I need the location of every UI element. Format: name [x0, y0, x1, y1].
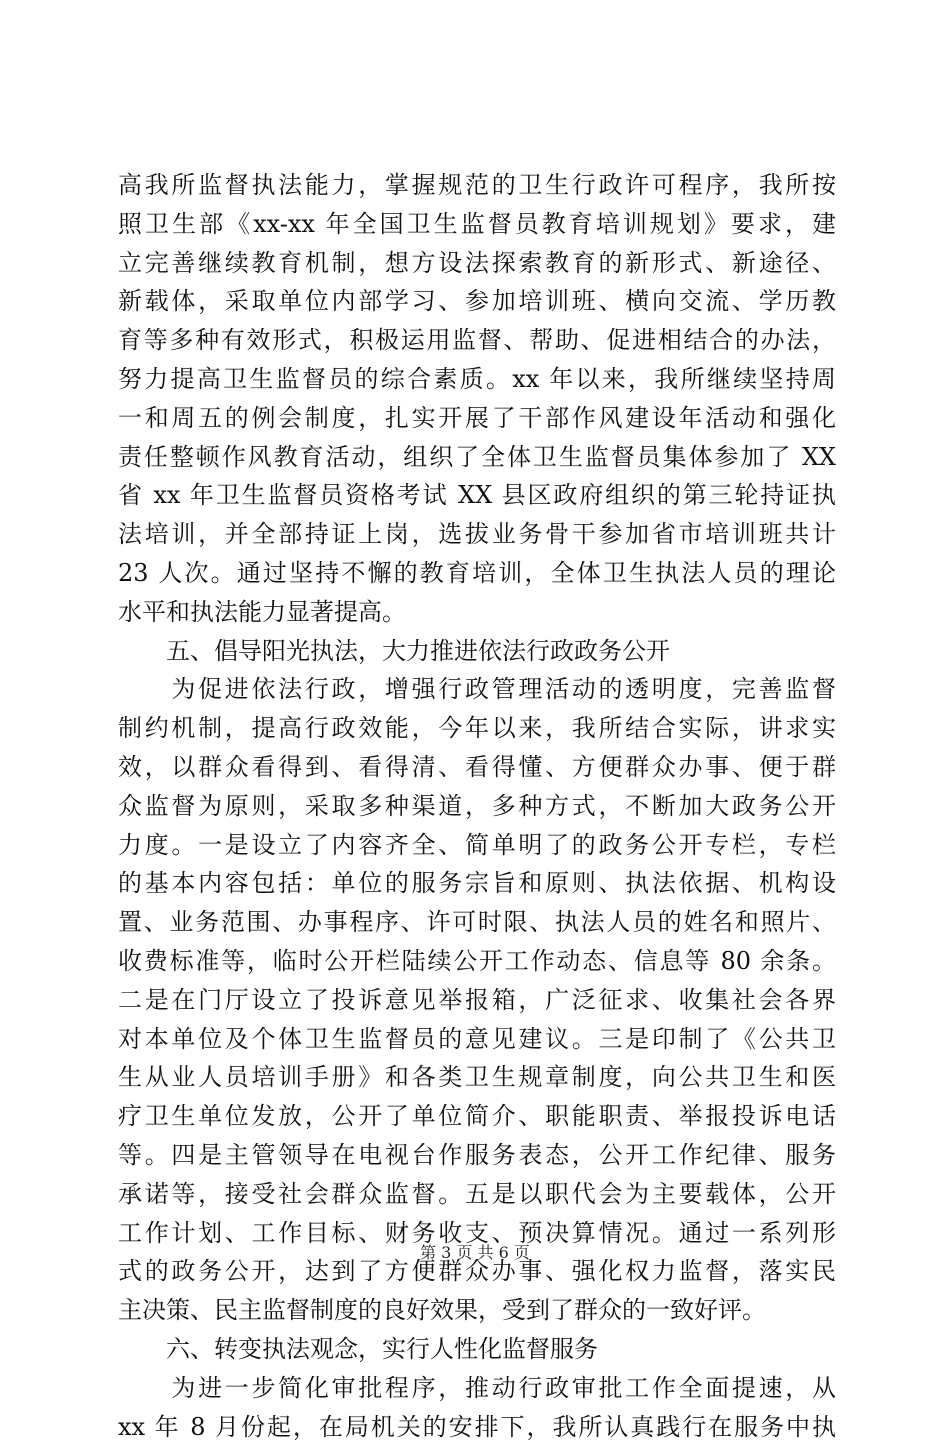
text-line: 对本单位及个体卫生监督员的意见建议。三是印制了《公共卫 [118, 1020, 836, 1059]
section-heading-5: 五、倡导阳光执法，大力推进依法行政政务公开 [118, 632, 836, 671]
text-line: 努力提高卫生监督员的综合素质。xx 年以来，我所继续坚持周 [118, 360, 836, 399]
text-line: 效，以群众看得到、看得清、看得懂、方便群众办事、便于群 [118, 748, 836, 787]
text-line: 收费标准等，临时公开栏陆续公开工作动态、信息等 80 余条。 [118, 942, 836, 981]
text-line: 23 人次。通过坚持不懈的教育培训，全体卫生执法人员的理论 [118, 554, 836, 593]
text-line: 一和周五的例会制度，扎实开展了干部作风建设年活动和强化 [118, 399, 836, 438]
text-line: 二是在门厅设立了投诉意见举报箱，广泛征求、收集社会各界 [118, 981, 836, 1020]
text-line: 疗卫生单位发放，公开了单位简介、职能职责、举报投诉电话 [118, 1097, 836, 1136]
text-line: 水平和执法能力显著提高。 [118, 593, 836, 632]
text-line: 工作计划、工作目标、财务收支、预决算情况。通过一系列形 [118, 1214, 836, 1253]
text-line: 高我所监督执法能力，掌握规范的卫生行政许可程序，我所按 [118, 166, 836, 205]
text-line: xx 年 8 月份起，在局机关的安排下，我所认真践行在服务中执 [118, 1408, 836, 1446]
text-line: 立完善继续教育机制，想方设法探索教育的新形式、新途径、 [118, 244, 836, 283]
text-line: 置、业务范围、办事程序、许可时限、执法人员的姓名和照片、 [118, 903, 836, 942]
text-line: 省 xx 年卫生监督员资格考试 XX 县区政府组织的第三轮持证执 [118, 476, 836, 515]
text-line: 生从业人员培训手册》和各类卫生规章制度，向公共卫生和医 [118, 1058, 836, 1097]
text-line: 育等多种有效形式，积极运用监督、帮助、促进相结合的办法， [118, 321, 836, 360]
text-line: 式的政务公开，达到了方便群众办事、强化权力监督，落实民 [118, 1252, 836, 1291]
text-line: 主决策、民主监督制度的良好效果，受到了群众的一致好评。 [118, 1291, 836, 1330]
text-line: 承诺等，接受社会群众监督。五是以职代会为主要载体，公开 [118, 1175, 836, 1214]
section-heading-6: 六、转变执法观念，实行人性化监督服务 [118, 1330, 836, 1369]
text-line: 等。四是主管领导在电视台作服务表态，公开工作纪律、服务 [118, 1136, 836, 1175]
text-line: 为促进依法行政，增强行政管理活动的透明度，完善监督 [118, 670, 836, 709]
page-number-footer: 第 3 页 共 6 页 [0, 1242, 950, 1264]
text-line: 为进一步简化审批程序，推动行政审批工作全面提速，从 [118, 1369, 836, 1408]
text-line: 力度。一是设立了内容齐全、简单明了的政务公开专栏，专栏 [118, 826, 836, 865]
text-line: 新载体，采取单位内部学习、参加培训班、横向交流、学历教 [118, 282, 836, 321]
text-line: 责任整顿作风教育活动，组织了全体卫生监督员集体参加了 XX [118, 438, 836, 477]
text-line: 制约机制，提高行政效能，今年以来，我所结合实际，讲求实 [118, 709, 836, 748]
text-line: 的基本内容包括：单位的服务宗旨和原则、执法依据、机构设 [118, 864, 836, 903]
text-line: 法培训，并全部持证上岗，选拔业务骨干参加省市培训班共计 [118, 515, 836, 554]
text-line: 照卫生部《xx-xx 年全国卫生监督员教育培训规划》要求，建 [118, 205, 836, 244]
text-line: 众监督为原则，采取多种渠道，多种方式，不断加大政务公开 [118, 787, 836, 826]
